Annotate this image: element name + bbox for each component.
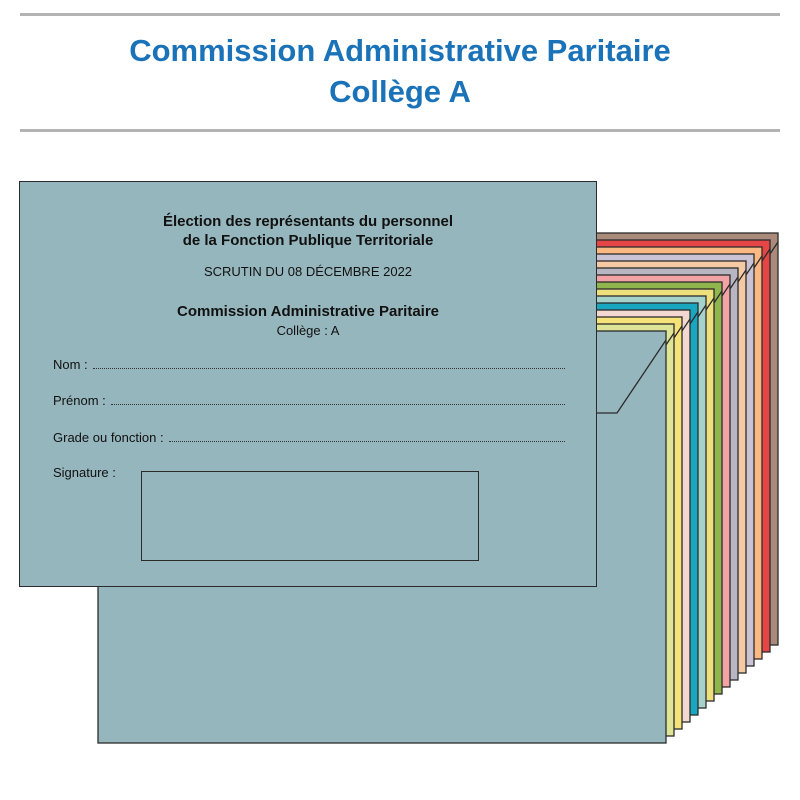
title-line-2: Collège A: [329, 74, 471, 109]
grade-label: Grade ou fonction :: [53, 430, 164, 445]
prenom-field: [53, 390, 565, 408]
card-heading-line-1: Élection des représentants du personnel: [162, 213, 454, 230]
nom-field: [53, 354, 565, 372]
grade-dotted-line: [169, 441, 565, 442]
college-label: Collège : A: [276, 323, 340, 338]
card-heading: [20, 212, 596, 250]
nom-dotted-line: [93, 368, 565, 369]
commission-label: Commission Administrative Paritaire: [176, 303, 440, 320]
signature-box: [141, 471, 479, 561]
title-line-1: Commission Administrative Paritaire: [129, 33, 671, 68]
signature-label: Signature :: [53, 465, 116, 480]
nom-label: Nom :: [53, 357, 88, 372]
scrutin-date: SCRUTIN DU 08 DÉCEMBRE 2022: [203, 264, 413, 279]
grade-field: [53, 427, 565, 445]
prenom-label: Prénom :: [53, 393, 106, 408]
ballot-card: [19, 181, 597, 587]
card-heading-line-2: de la Fonction Publique Territoriale: [182, 232, 434, 249]
prenom-dotted-line: [111, 404, 565, 405]
